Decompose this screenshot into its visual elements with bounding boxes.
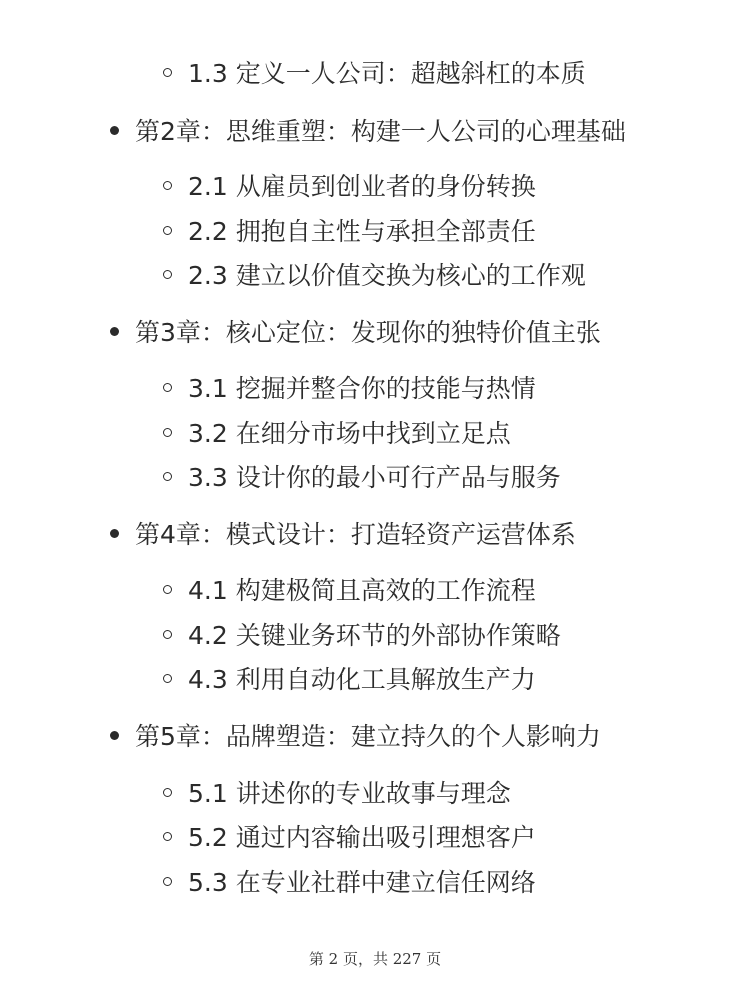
toc-subitem-5-2 xyxy=(163,816,536,856)
toc-subitem-4-1 xyxy=(163,569,536,609)
toc-subitem-5-1 xyxy=(163,772,511,812)
toc-subitem-2-1 xyxy=(163,165,536,205)
toc-subitem-2-3 xyxy=(163,254,586,294)
toc-subitem-4-3 xyxy=(163,658,536,698)
toc-subitem-label: 4.1 构建极简且高效的工作流程 xyxy=(188,576,536,605)
toc-subitem-label: 3.3 设计你的最小可行产品与服务 xyxy=(188,463,561,492)
toc-subitem-label: 3.2 在细分市场中找到立足点 xyxy=(188,419,511,448)
toc-subitem-label: 2.1 从雇员到创业者的身份转换 xyxy=(188,172,536,201)
circle-bullet-icon xyxy=(163,68,172,77)
circle-bullet-icon xyxy=(163,674,172,683)
toc-subitem-label: 4.3 利用自动化工具解放生产力 xyxy=(188,665,536,694)
toc-subitem-label: 5.2 通过内容输出吸引理想客户 xyxy=(188,823,536,852)
dot-bullet-icon xyxy=(110,529,119,538)
circle-bullet-icon xyxy=(163,428,172,437)
toc-chapter-label: 第5章：品牌塑造：建立持久的个人影响力 xyxy=(135,722,601,751)
toc-chapter-4 xyxy=(110,513,576,553)
toc-subitem-3-2 xyxy=(163,412,511,452)
toc-subitem-3-1 xyxy=(163,367,536,407)
circle-bullet-icon xyxy=(163,472,172,481)
circle-bullet-icon xyxy=(163,832,172,841)
circle-bullet-icon xyxy=(163,226,172,235)
circle-bullet-icon xyxy=(163,181,172,190)
toc-chapter-3 xyxy=(110,311,601,351)
circle-bullet-icon xyxy=(163,788,172,797)
circle-bullet-icon xyxy=(163,585,172,594)
toc-subitem-label: 1.3 定义一人公司：超越斜杠的本质 xyxy=(188,59,586,88)
toc-subitem-label: 5.1 讲述你的专业故事与理念 xyxy=(188,779,511,808)
toc-subitem-5-3 xyxy=(163,861,536,901)
toc-chapter-5 xyxy=(110,715,601,755)
toc-subitem-3-3 xyxy=(163,456,561,496)
toc-subitem-1-3 xyxy=(163,52,586,92)
toc-subitem-label: 3.1 挖掘并整合你的技能与热情 xyxy=(188,374,536,403)
toc-subitem-label: 4.2 关键业务环节的外部协作策略 xyxy=(188,621,561,650)
toc-subitem-label: 2.2 拥抱自主性与承担全部责任 xyxy=(188,217,536,246)
toc-chapter-2 xyxy=(110,110,626,150)
toc-subitem-4-2 xyxy=(163,614,561,654)
circle-bullet-icon xyxy=(163,630,172,639)
dot-bullet-icon xyxy=(110,126,119,135)
circle-bullet-icon xyxy=(163,270,172,279)
page-number-footer: 第 2 页，共 227 页 xyxy=(308,950,442,968)
dot-bullet-icon xyxy=(110,731,119,740)
toc-subitem-label: 5.3 在专业社群中建立信任网络 xyxy=(188,868,536,897)
toc-chapter-label: 第3章：核心定位：发现你的独特价值主张 xyxy=(135,318,601,347)
circle-bullet-icon xyxy=(163,877,172,886)
circle-bullet-icon xyxy=(163,383,172,392)
toc-chapter-label: 第2章：思维重塑：构建一人公司的心理基础 xyxy=(135,117,626,146)
toc-subitem-label: 2.3 建立以价值交换为核心的工作观 xyxy=(188,261,586,290)
toc-subitem-2-2 xyxy=(163,210,536,250)
dot-bullet-icon xyxy=(110,327,119,336)
toc-chapter-label: 第4章：模式设计：打造轻资产运营体系 xyxy=(135,520,576,549)
